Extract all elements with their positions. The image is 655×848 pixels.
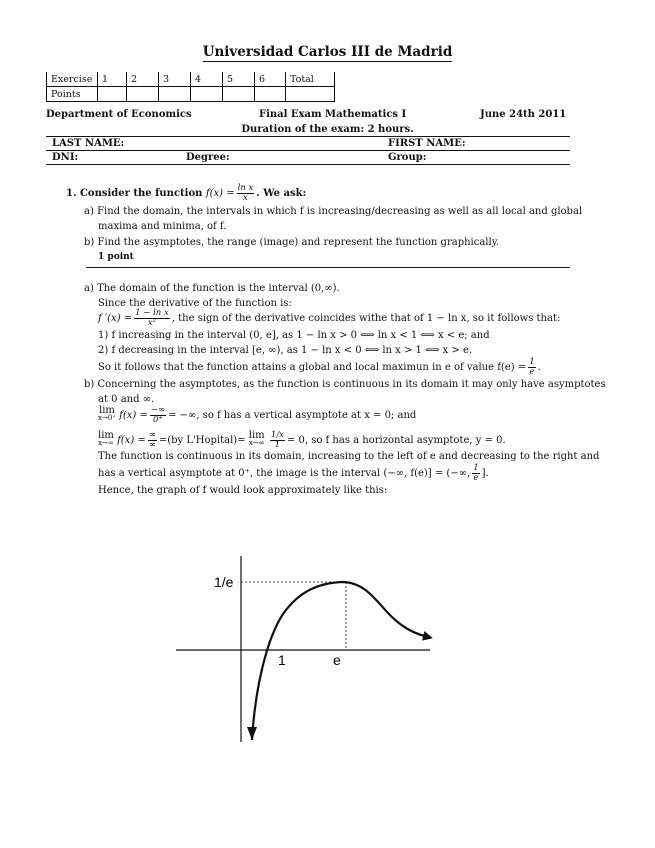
grade-cell: 5	[223, 72, 255, 87]
question-func-lhs: f(x) =	[205, 188, 235, 199]
last-name-label: LAST NAME:	[52, 138, 125, 149]
max-fraction: $\frac{1}{e}$	[529, 357, 535, 377]
question-number: 1.	[66, 188, 77, 199]
solution-a-decreasing: 2) f decreasing in the interval [e, ∞), as 1 − ln x < 0 ⟺ ln x > 1 ⟺ x > e.	[98, 345, 473, 356]
solution-a-maximum: So it follows that the function attains a global and local maximun in e of value f(e) = $\frac{1}{e}$ .	[98, 357, 541, 377]
question-intro-tail: . We ask:	[256, 188, 307, 199]
question-part-b: b) Find the asymptotes, the range (image) and represent the function graphically.	[84, 237, 500, 248]
question-part-a-cont: maxima and minima, of f.	[98, 221, 227, 232]
university-title: Universidad Carlos III de Madrid	[202, 44, 453, 60]
solution-b-line7: Hence, the graph of f would look approximately like this:	[98, 485, 388, 496]
solution-b-line1: b) Concerning the asymptotes, as the function is continuous in its domain it may only have asymptotes	[84, 379, 606, 390]
derivative-fraction: $\frac{\text{1 − ln x}}{\text{x²}}$	[135, 308, 169, 328]
first-name-label: FIRST NAME:	[388, 138, 466, 149]
dni-label: DNI:	[52, 152, 79, 163]
solution-a-derivative: f ′(x) = $\frac{\text{1 − ln x}}{\text{x²}}$ , the sign of the derivative coincides withe that of 1 − ln x, so it follows that:	[98, 308, 561, 328]
exam-date: June 24th 2011	[480, 109, 567, 120]
question-points: 1 point	[98, 252, 134, 262]
exam-title: Final Exam Mathematics I	[259, 109, 407, 120]
solution-a-line1: a) The domain of the function is the interval (0,∞).	[84, 283, 340, 294]
grade-cell: Total	[286, 72, 335, 87]
grade-cell: 3	[159, 72, 191, 87]
question-part-a: a) Find the domain, the intervals in which f is increasing/decreasing as well as all local and global	[84, 206, 583, 217]
solution-b-limit-infinity: lim x→∞ f(x) = $\frac{\infty}{\infty}$ =(by L'Hopital)= lim x→∞ $\frac{1/x}{1}$ = 0, so f has a horizontal asymptote, y = 0.	[98, 430, 506, 450]
question-intro: Consider the function	[79, 188, 203, 199]
points-label: Points	[47, 87, 98, 102]
solution-b-limit-zero: lim x→0⁺ f(x) = $\frac{-\infty}{0^+}$ = −∞, so f has a vertical asymptote at x = 0; and	[98, 405, 417, 425]
solution-a-increasing: 1) f increasing in the interval (0, e], as 1 − ln x > 0 ⟺ ln x < 1 ⟺ x < e; and	[98, 330, 490, 341]
x-label-1: 1	[278, 652, 286, 668]
grade-cell: 4	[191, 72, 223, 87]
curve-arrow-down	[247, 727, 257, 740]
department: Department of Economics	[46, 109, 192, 120]
solution-a-line2: Since the derivative of the function is:	[98, 298, 292, 309]
solution-b-image: has a vertical asymptote at 0⁺, the image is the interval (−∞, f(e)] = (−∞, $\frac{1}{e}$ ].	[98, 463, 489, 483]
grade-cell: Exercise	[47, 72, 98, 87]
question-func-fraction: $\frac{\text{ln x}}{x}$	[237, 183, 254, 203]
grade-cell: 1	[98, 72, 127, 87]
y-label-1-over-e: 1/e	[214, 574, 234, 590]
solution-b-line2: at 0 and ∞.	[98, 394, 155, 405]
grade-cell: 6	[255, 72, 286, 87]
group-label: Group:	[388, 152, 427, 163]
degree-label: Degree:	[186, 152, 230, 163]
exam-duration: Duration of the exam: 2 hours.	[241, 124, 414, 135]
grade-cell: 2	[127, 72, 159, 87]
x-label-e: e	[333, 652, 341, 668]
solution-b-line5: The function is continuous in its domain, increasing to the left of e and decreasing to the right and	[98, 451, 600, 462]
